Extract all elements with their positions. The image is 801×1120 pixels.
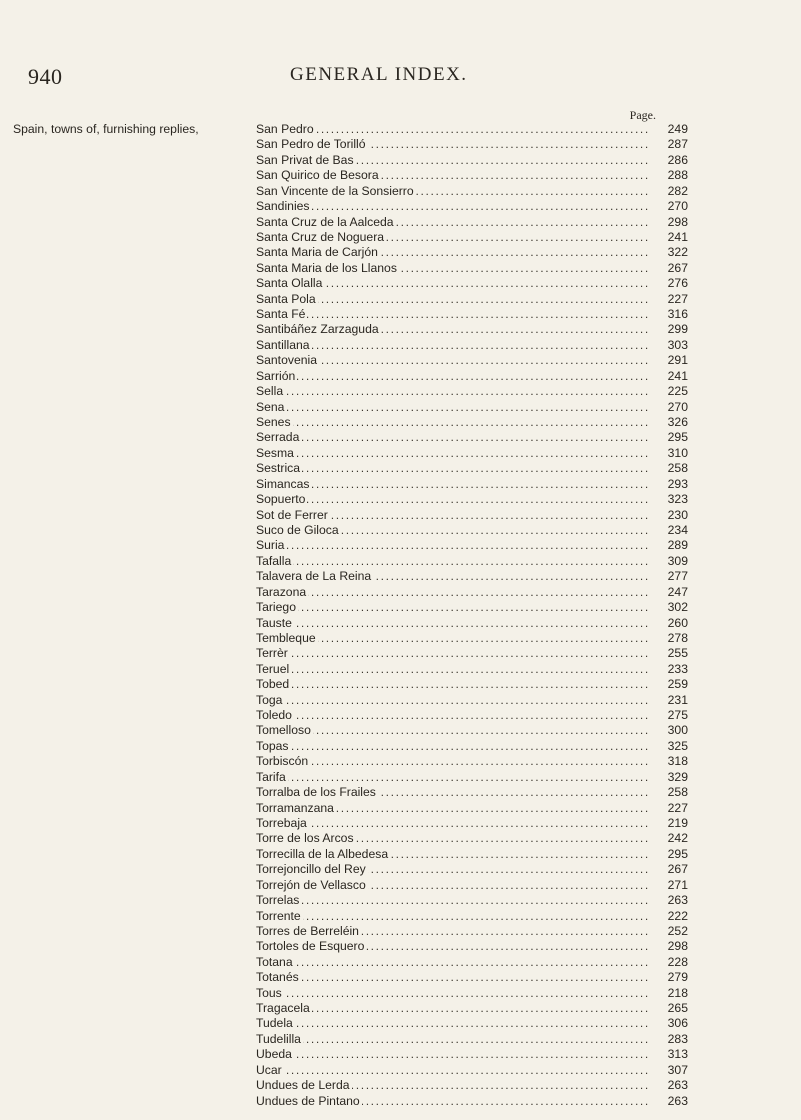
entry-name: Tarazona: [256, 584, 307, 599]
entry-page-number: 259: [650, 677, 688, 692]
entry-name: Santa Cruz de Noguera: [256, 229, 385, 244]
entry-page-number: 258: [650, 461, 688, 476]
entry-page-number: 300: [650, 723, 688, 738]
dot-leader: [256, 677, 650, 692]
dot-leader: [256, 1047, 650, 1062]
dot-leader: [256, 1016, 650, 1031]
entry-page-number: 289: [650, 538, 688, 553]
entry-name: Toga: [256, 692, 283, 707]
entry-page-number: 267: [650, 261, 688, 276]
entry-name: Suco de Giloca: [256, 522, 339, 537]
index-entry: [0, 430, 801, 445]
index-entry: [0, 1063, 801, 1078]
entry-page-number: 233: [650, 662, 688, 677]
entry-page-number: 219: [650, 816, 688, 831]
index-entry: [0, 878, 801, 893]
dot-leader: [256, 600, 650, 615]
entry-page-number: 242: [650, 831, 688, 846]
entry-page-number: 306: [650, 1016, 688, 1031]
entry-page-number: 302: [650, 600, 688, 615]
entry-name: Sopuerto: [256, 492, 306, 507]
running-title: GENERAL INDEX.: [290, 64, 468, 85]
entry-name: Sena: [256, 399, 285, 414]
dot-leader: [256, 909, 650, 924]
entry-name: Ubeda: [256, 1047, 292, 1062]
entry-name: Santibáñez Zarzaguda: [256, 322, 379, 337]
dot-leader: [256, 384, 650, 399]
index-entry: [0, 168, 801, 183]
entry-page-number: 326: [650, 415, 688, 430]
index-entry: [0, 1001, 801, 1016]
dot-leader: [256, 199, 650, 214]
index-entry: [0, 338, 801, 353]
entry-page-number: 263: [650, 1094, 688, 1109]
index-entry: [0, 600, 801, 615]
dot-leader: [256, 893, 650, 908]
entry-name: Santa Olalla: [256, 276, 323, 291]
entry-page-number: 252: [650, 924, 688, 939]
index-entry: [0, 585, 801, 600]
entry-name: Simancas: [256, 476, 310, 491]
page-column-label: Page.: [629, 108, 656, 122]
index-entry: [0, 616, 801, 631]
entry-page-number: 318: [650, 754, 688, 769]
entry-page-number: 263: [650, 1078, 688, 1093]
dot-leader: [256, 816, 650, 831]
entry-name: Tortoles de Esquero: [256, 939, 365, 954]
entry-page-number: 295: [650, 430, 688, 445]
entry-name: Santovenia: [256, 353, 317, 368]
index-entry: [0, 215, 801, 230]
entry-page-number: 258: [650, 785, 688, 800]
index-entry: [0, 384, 801, 399]
entry-name: Tous: [256, 985, 282, 1000]
index-entry: [0, 1032, 801, 1047]
entry-name: Sandinies: [256, 199, 310, 214]
entry-name: Torralba de los Frailes: [256, 785, 376, 800]
entry-page-number: 270: [650, 199, 688, 214]
index-entry: [0, 924, 801, 939]
entry-page-number: 275: [650, 708, 688, 723]
index-entry: [0, 816, 801, 831]
entry-page-number: 282: [650, 184, 688, 199]
index-entry: [0, 261, 801, 276]
entry-page-number: 265: [650, 1001, 688, 1016]
index-entry: [0, 461, 801, 476]
entry-name: Ucar: [256, 1062, 282, 1077]
dot-leader: [256, 1032, 650, 1047]
entry-name: Torrecilla de la Albedesa: [256, 846, 389, 861]
dot-leader: [256, 585, 650, 600]
entry-page-number: 295: [650, 847, 688, 862]
entry-name: Sestrica: [256, 461, 301, 476]
dot-leader: [256, 708, 650, 723]
entry-page-number: 293: [650, 477, 688, 492]
entry-page-number: 277: [650, 569, 688, 584]
index-entry: [0, 153, 801, 168]
index-entry: [0, 970, 801, 985]
dot-leader: [256, 739, 650, 754]
index-entry: [0, 292, 801, 307]
dot-leader: [256, 754, 650, 769]
entry-page-number: 291: [650, 353, 688, 368]
dot-leader: [256, 1001, 650, 1016]
index-entry: [0, 662, 801, 677]
page-header: [0, 64, 801, 90]
entry-page-number: 316: [650, 307, 688, 322]
entry-name: Torre de los Arcos: [256, 831, 354, 846]
entry-page-number: 298: [650, 939, 688, 954]
index-entry: [0, 785, 801, 800]
entry-page-number: 227: [650, 292, 688, 307]
entry-name: Sarrión: [256, 368, 296, 383]
entry-name: Torrebaja: [256, 815, 307, 830]
dot-leader: [256, 400, 650, 415]
index-entry: [0, 847, 801, 862]
entry-name: Undues de Pintano: [256, 1093, 360, 1108]
entry-page-number: 287: [650, 137, 688, 152]
entry-name: Tragacela: [256, 1001, 310, 1016]
entry-name: Totana: [256, 954, 293, 969]
entry-page-number: 228: [650, 955, 688, 970]
entry-page-number: 247: [650, 585, 688, 600]
entry-page-number: 309: [650, 554, 688, 569]
entry-page-number: 286: [650, 153, 688, 168]
index-entry: [0, 708, 801, 723]
dot-leader: [256, 492, 650, 507]
index-entry: [0, 477, 801, 492]
dot-leader: [256, 369, 650, 384]
index-entry: [0, 677, 801, 692]
index-entry: [0, 307, 801, 322]
entry-name: Talavera de La Reina: [256, 569, 372, 584]
dot-leader: [256, 955, 650, 970]
index-entry: [0, 538, 801, 553]
entry-name: Sella: [256, 384, 284, 399]
index-entry: [0, 739, 801, 754]
entry-page-number: 322: [650, 245, 688, 260]
index-entry: [0, 862, 801, 877]
dot-leader: [256, 477, 650, 492]
dot-leader: [256, 646, 650, 661]
index-entry: [0, 893, 801, 908]
entry-name: Tariego: [256, 600, 296, 615]
index-entry: [0, 646, 801, 661]
index-entry: [0, 955, 801, 970]
dot-leader: [256, 986, 650, 1001]
dot-leader: [256, 538, 650, 553]
index-entry: [0, 1094, 801, 1109]
entry-name: Torramanzana: [256, 800, 334, 815]
entry-name: Santillana: [256, 337, 310, 352]
index-entry: [0, 400, 801, 415]
entry-page-number: 303: [650, 338, 688, 353]
index-entry: [0, 137, 801, 152]
index-entry: [0, 230, 801, 245]
entry-page-number: 310: [650, 446, 688, 461]
index-entry: [0, 199, 801, 214]
entry-name: Santa Fé: [256, 307, 306, 322]
entry-name: Teruel: [256, 661, 290, 676]
entry-name: Torrelas: [256, 893, 300, 908]
entry-name: Torrente: [256, 908, 301, 923]
entry-page-number: 241: [650, 230, 688, 245]
index-entry: [0, 801, 801, 816]
index-entry: [0, 909, 801, 924]
entry-page-number: 278: [650, 631, 688, 646]
entry-name: Santa Maria de los Llanos: [256, 260, 397, 275]
entry-name: Terrèr: [256, 646, 288, 661]
entry-page-number: 283: [650, 1032, 688, 1047]
entry-page-number: 263: [650, 893, 688, 908]
entry-page-number: 271: [650, 878, 688, 893]
entry-page-number: 241: [650, 369, 688, 384]
entry-name: Torrejoncillo del Rey: [256, 862, 366, 877]
entry-page-number: 313: [650, 1047, 688, 1062]
entry-name: Tarifa: [256, 769, 286, 784]
entry-name: Serrada: [256, 430, 300, 445]
index-lead-heading: Spain, towns of, furnishing replies,: [13, 122, 199, 136]
entry-page-number: 267: [650, 862, 688, 877]
dot-leader: [256, 415, 650, 430]
index-entry: [0, 523, 801, 538]
index-entry: [0, 1078, 801, 1093]
dot-leader: [256, 723, 650, 738]
dot-leader: [256, 970, 650, 985]
entry-page-number: 222: [650, 909, 688, 924]
index-entry: [0, 754, 801, 769]
index-entry: [0, 508, 801, 523]
entry-name: Tafalla: [256, 553, 292, 568]
entry-page-number: 260: [650, 616, 688, 631]
entry-name: San Quirico de Besora: [256, 168, 379, 183]
entry-name: Tembleque: [256, 630, 316, 645]
dot-leader: [256, 338, 650, 353]
entry-name: Tudelilla: [256, 1031, 301, 1046]
entry-name: Undues de Lerda: [256, 1078, 350, 1093]
entry-page-number: 279: [650, 970, 688, 985]
entry-page-number: 234: [650, 523, 688, 538]
entry-name: Santa Cruz de la Aalceda: [256, 214, 394, 229]
entry-name: Sesma: [256, 445, 294, 460]
entry-name: San Privat de Bas: [256, 152, 354, 167]
entry-name: Sot de Ferrer: [256, 507, 328, 522]
dot-leader: [256, 307, 650, 322]
entry-name: San Vincente de la Sonsierro: [256, 183, 414, 198]
page-number: 940: [28, 64, 63, 89]
index-entry: [0, 122, 801, 137]
entry-page-number: 276: [650, 276, 688, 291]
index-entry: [0, 415, 801, 430]
index-entry: [0, 770, 801, 785]
index-entry: [0, 631, 801, 646]
index-entry: [0, 1047, 801, 1062]
index-entry: [0, 369, 801, 384]
index-entry: [0, 492, 801, 507]
index-entry-list: [0, 122, 801, 1109]
index-entry: [0, 353, 801, 368]
dot-leader: [256, 616, 650, 631]
entry-name: Santa Pola: [256, 291, 316, 306]
entry-name: Tobed: [256, 677, 290, 692]
entry-name: San Pedro: [256, 122, 314, 136]
entry-name: Santa Maria de Carjón: [256, 245, 378, 260]
index-entry: [0, 939, 801, 954]
dot-leader: [256, 446, 650, 461]
dot-leader: [256, 693, 650, 708]
entry-page-number: 227: [650, 801, 688, 816]
entry-page-number: 225: [650, 384, 688, 399]
entry-page-number: 255: [650, 646, 688, 661]
entry-page-number: 230: [650, 508, 688, 523]
index-entry: [0, 693, 801, 708]
entry-page-number: 329: [650, 770, 688, 785]
index-entry: [0, 569, 801, 584]
index-entry: [0, 554, 801, 569]
entry-name: Tauste: [256, 615, 292, 630]
index-entry: [0, 1016, 801, 1031]
entry-name: Torrejón de Vellasco: [256, 877, 366, 892]
entry-page-number: 231: [650, 693, 688, 708]
entry-name: Tomelloso: [256, 723, 311, 738]
entry-name: Topas: [256, 738, 289, 753]
entry-page-number: 323: [650, 492, 688, 507]
entry-page-number: 270: [650, 400, 688, 415]
index-entry: [0, 986, 801, 1001]
entry-page-number: 288: [650, 168, 688, 183]
entry-name: Senes: [256, 415, 291, 430]
entry-page-number: 325: [650, 739, 688, 754]
entry-name: Tudela: [256, 1016, 293, 1031]
dot-leader: [256, 430, 650, 445]
entry-name: San Pedro de Torilló: [256, 137, 366, 152]
entry-page-number: 307: [650, 1063, 688, 1078]
entry-page-number: 249: [650, 122, 688, 137]
entry-name: Toledo: [256, 708, 292, 723]
entry-page-number: 218: [650, 986, 688, 1001]
index-entry: [0, 184, 801, 199]
entry-page-number: 299: [650, 322, 688, 337]
dot-leader: [256, 554, 650, 569]
index-entry: [0, 446, 801, 461]
index-entry: [0, 723, 801, 738]
index-entry: [0, 276, 801, 291]
dot-leader: [256, 662, 650, 677]
index-entry: [0, 831, 801, 846]
entry-name: Totanés: [256, 970, 299, 985]
index-entry: [0, 245, 801, 260]
entry-name: Suria: [256, 538, 285, 553]
entry-name: Torbiscón: [256, 754, 309, 769]
entry-name: Torres de Berreléin: [256, 923, 359, 938]
index-entry: [0, 322, 801, 337]
entry-page-number: 298: [650, 215, 688, 230]
dot-leader: [256, 770, 650, 785]
dot-leader: [256, 1063, 650, 1078]
dot-leader: [256, 461, 650, 476]
